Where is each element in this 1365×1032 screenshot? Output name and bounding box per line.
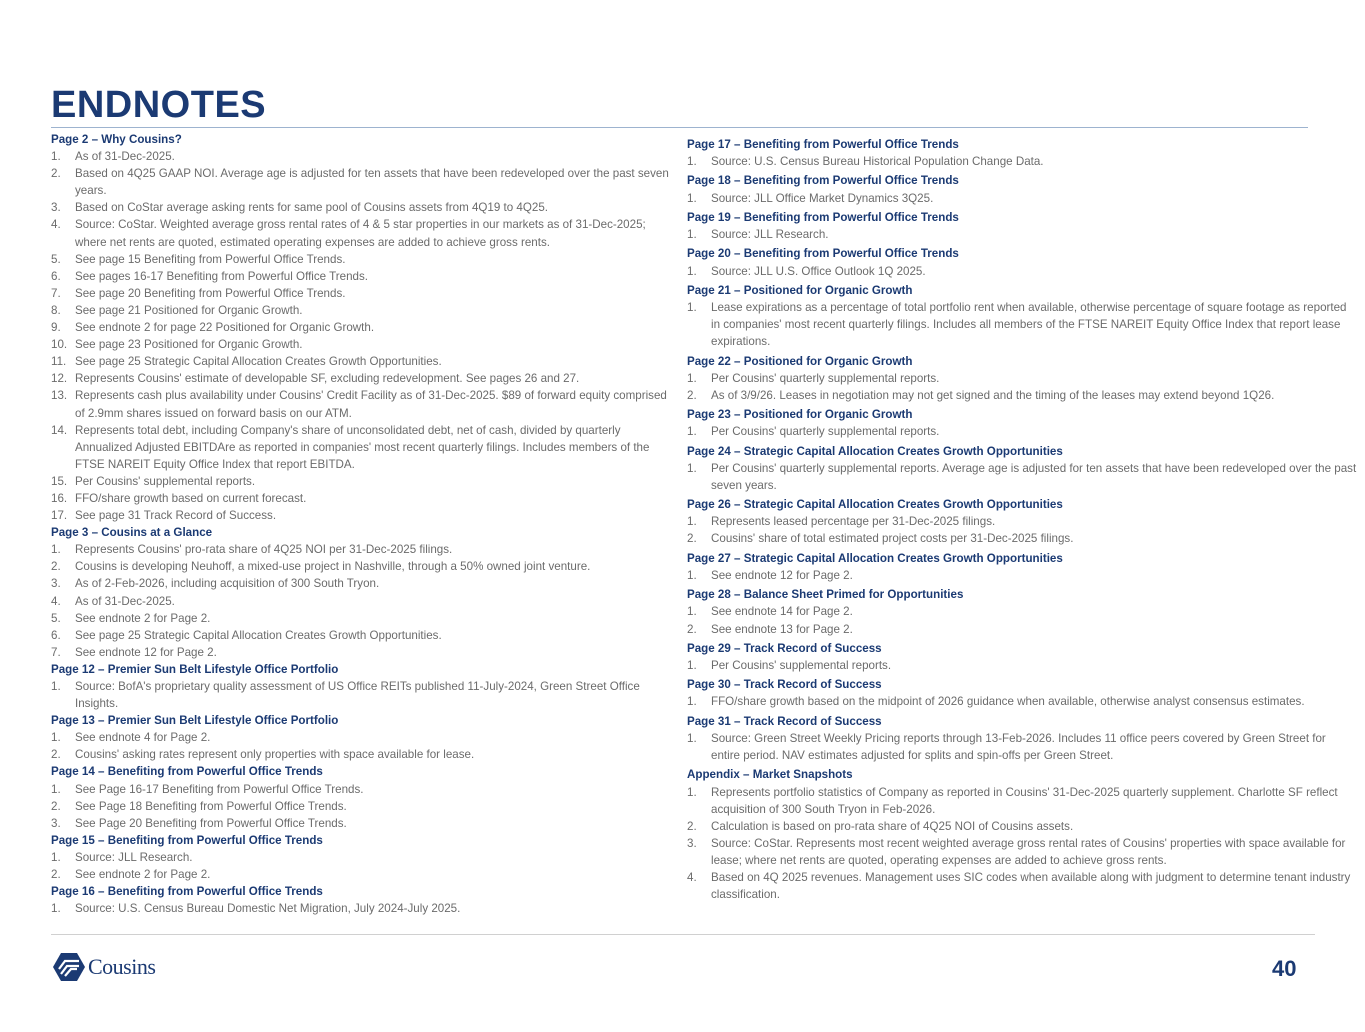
endnote-section-heading: Appendix – Market Snapshots	[687, 768, 853, 782]
endnote-item	[687, 513, 1357, 530]
endnote-item	[51, 746, 675, 763]
endnote-list	[687, 730, 1357, 764]
endnote-number: 11.	[51, 355, 67, 369]
endnote-number: 6.	[51, 269, 61, 283]
endnote-list	[687, 784, 1357, 904]
endnote-item	[687, 730, 1357, 764]
endnote-item	[51, 199, 675, 216]
endnote-list	[687, 423, 1357, 440]
endnote-list	[687, 299, 1357, 350]
endnote-section-heading: Page 24 – Strategic Capital Allocation Creates Growth Opportunities	[687, 444, 1063, 458]
endnote-section-heading: Page 26 – Strategic Capital Allocation Creates Growth Opportunities	[687, 498, 1063, 512]
endnote-section-heading: Page 28 – Balance Sheet Primed for Opportunities	[687, 588, 964, 602]
endnote-number: 2.	[687, 622, 697, 636]
endnote-number: 4.	[51, 218, 61, 232]
endnote-text: Source: CoStar. Weighted average gross rental rates of 4 & 5 star properties in our markets as of 31-Dec-2025; where net rents are quoted, estimated operating expenses are added to achieve gross rents.	[75, 218, 646, 249]
endnote-item	[51, 610, 675, 627]
endnote-text: Source: JLL U.S. Office Outlook 1Q 2025.	[711, 264, 926, 278]
endnote-text: Represents cash plus availability under Cousins' Credit Facility as of 31-Dec-2025. $89 of forward equity comprised of 2.9mm shares issued on forward basis on our ATM.	[75, 389, 667, 420]
endnote-text: See page 25 Strategic Capital Allocation Creates Growth Opportunities.	[75, 628, 442, 642]
endnote-number: 7.	[51, 645, 61, 659]
endnote-text: Cousins' asking rates represent only properties with space available for lease.	[75, 748, 475, 762]
endnote-list	[51, 148, 675, 524]
endnote-section	[51, 832, 675, 883]
endnote-text: Source: JLL Research.	[75, 850, 193, 864]
endnote-item	[687, 226, 1357, 243]
endnote-number: 1.	[51, 850, 61, 864]
endnote-text: As of 31-Dec-2025.	[75, 594, 175, 608]
endnote-number: 2.	[51, 167, 61, 181]
endnotes-left-column	[51, 131, 675, 917]
endnote-number: 2.	[51, 799, 61, 813]
endnote-text: As of 31-Dec-2025.	[75, 150, 175, 164]
endnote-item	[687, 567, 1357, 584]
endnote-number: 15.	[51, 474, 68, 488]
endnote-number: 1.	[51, 731, 61, 745]
endnote-number: 1.	[687, 731, 697, 745]
endnote-item	[51, 165, 675, 199]
endnote-number: 1.	[687, 191, 697, 205]
endnote-section	[687, 550, 1357, 584]
endnote-list	[51, 900, 675, 917]
endnote-item	[51, 319, 675, 336]
endnote-text: FFO/share growth based on the midpoint of 2026 guidance when available, otherwise analyst consensus estimates.	[711, 695, 1305, 709]
endnote-item	[51, 815, 675, 832]
endnote-section	[687, 443, 1357, 494]
endnote-number: 1.	[687, 425, 697, 439]
endnote-number: 4.	[51, 594, 61, 608]
endnote-item	[51, 148, 675, 165]
endnotes-right-column	[687, 136, 1357, 905]
endnote-number: 2.	[687, 532, 697, 546]
endnote-text: Source: JLL Office Market Dynamics 3Q25.	[711, 191, 934, 205]
endnote-number: 1.	[51, 680, 61, 693]
endnote-text: Source: U.S. Census Bureau Historical Population Change Data.	[711, 155, 1044, 169]
endnote-section-heading: Page 31 – Track Record of Success	[687, 714, 882, 728]
endnote-number: 3.	[51, 201, 61, 215]
endnote-section	[687, 713, 1357, 764]
endnote-list	[687, 153, 1357, 170]
endnote-number: 8.	[51, 303, 61, 317]
endnote-item	[51, 251, 675, 268]
endnote-section-heading: Page 23 – Positioned for Organic Growth	[687, 408, 913, 422]
endnote-item	[51, 473, 675, 490]
endnote-section	[687, 766, 1357, 903]
endnote-number: 1.	[687, 228, 697, 242]
endnote-text: Source: U.S. Census Bureau Domestic Net Migration, July 2024-July 2025.	[75, 902, 461, 916]
endnote-text: See page 20 Benefiting from Powerful Office Trends.	[75, 286, 346, 300]
endnote-number: 3.	[51, 816, 61, 830]
endnote-item	[687, 693, 1357, 710]
endnote-text: Per Cousins' quarterly supplemental reports.	[711, 425, 940, 439]
endnote-text: See Page 18 Benefiting from Powerful Office Trends.	[75, 799, 347, 813]
endnote-number: 1.	[687, 155, 697, 169]
endnote-text: See endnote 2 for Page 2.	[75, 868, 211, 882]
endnote-text: As of 3/9/26. Leases in negotiation may not get signed and the timing of the leases may extend beyond 1Q26.	[711, 388, 1275, 402]
endnote-text: See endnote 12 for Page 2.	[711, 568, 853, 582]
endnote-item	[51, 268, 675, 285]
endnote-number: 3.	[687, 836, 697, 850]
endnote-section-heading: Page 21 – Positioned for Organic Growth	[687, 283, 913, 297]
endnote-item	[51, 866, 675, 883]
endnote-list	[51, 781, 675, 832]
endnote-section	[51, 712, 675, 763]
endnote-text: Based on CoStar average asking rents for same pool of Cousins assets from 4Q19 to 4Q25.	[75, 201, 549, 215]
endnote-text: See page 15 Benefiting from Powerful Office Trends.	[75, 252, 346, 266]
endnote-text: Based on 4Q25 GAAP NOI. Average age is adjusted for ten assets that have been redeveloped over the past seven years.	[75, 167, 669, 198]
endnote-item	[687, 621, 1357, 638]
endnote-item	[51, 575, 675, 592]
endnote-number: 9.	[51, 321, 61, 335]
endnote-text: See endnote 12 for Page 2.	[75, 645, 217, 659]
endnote-number: 1.	[687, 695, 697, 709]
endnote-item	[51, 781, 675, 798]
endnote-item	[687, 603, 1357, 620]
endnote-section	[687, 172, 1357, 206]
endnote-item	[687, 869, 1357, 903]
page-title: ENDNOTES	[51, 84, 267, 126]
endnote-list	[687, 657, 1357, 674]
endnote-text: See Page 16-17 Benefiting from Powerful Office Trends.	[75, 782, 364, 796]
endnote-text: Source: Green Street Weekly Pricing reports through 13-Feb-2026. Includes 11 office peers covered by Green Street for entire period. NAV estimates adjusted for splits and spin-offs per Green Street.	[711, 731, 1326, 763]
endnote-text: Cousins is developing Neuhoff, a mixed-use project in Nashville, through a 50% owned joint venture.	[75, 560, 591, 574]
endnote-list	[687, 693, 1357, 710]
endnote-item	[51, 644, 675, 661]
endnote-text: See endnote 2 for page 22 Positioned for Organic Growth.	[75, 321, 375, 335]
endnote-text: See page 23 Positioned for Organic Growth.	[75, 338, 303, 352]
cousins-logo-mark-icon	[52, 952, 86, 982]
endnote-section-heading: Page 27 – Strategic Capital Allocation Creates Growth Opportunities	[687, 551, 1063, 565]
page-number: 40	[1272, 956, 1297, 981]
endnote-number: 1.	[687, 264, 697, 278]
endnote-item	[51, 336, 675, 353]
endnote-text: Calculation is based on pro-rata share of 4Q25 NOI of Cousins assets.	[711, 819, 1074, 833]
endnote-item	[687, 387, 1357, 404]
endnote-text: See endnote 14 for Page 2.	[711, 605, 853, 619]
endnote-section-heading: Page 2 – Why Cousins?	[51, 133, 182, 146]
endnote-item	[51, 900, 675, 917]
endnote-text: See endnote 4 for Page 2.	[75, 731, 211, 745]
endnote-item	[687, 263, 1357, 280]
endnote-text: See pages 16-17 Benefiting from Powerful Office Trends.	[75, 269, 369, 283]
endnote-section	[51, 131, 675, 524]
endnote-text: Source: JLL Research.	[711, 228, 829, 242]
endnote-item	[687, 818, 1357, 835]
endnote-text: Represents Cousins' pro-rata share of 4Q25 NOI per 31-Dec-2025 filings.	[75, 543, 453, 557]
endnote-number: 12.	[51, 372, 68, 386]
endnote-item	[51, 627, 675, 644]
endnote-number: 6.	[51, 628, 61, 642]
endnote-section-heading: Page 20 – Benefiting from Powerful Office Trends	[687, 247, 959, 261]
endnote-text: Represents portfolio statistics of Company as reported in Cousins' 31-Dec-2025 quarterly supplement. Charlotte SF reflect acquisition of 300 South Tryon in Feb-2026.	[711, 785, 1338, 816]
endnote-section-heading: Page 29 – Track Record of Success	[687, 641, 882, 655]
endnote-number: 1.	[51, 902, 61, 916]
endnote-list	[687, 460, 1357, 494]
endnote-section	[51, 763, 675, 831]
endnote-number: 1.	[687, 568, 697, 582]
endnote-number: 10.	[51, 338, 68, 352]
endnote-number: 7.	[51, 286, 61, 300]
endnote-item	[51, 541, 675, 558]
endnote-item	[51, 370, 675, 387]
endnote-number: 14.	[51, 423, 68, 437]
endnote-item	[51, 798, 675, 815]
endnote-text: Lease expirations as a percentage of total portfolio rent when available, otherwise percentage of square footage as reported in companies' most recent quarterly filings. Includes all members of the FTSE NAREIT Equity Office Index that report lease expirations.	[711, 301, 1347, 349]
endnote-section	[51, 524, 675, 661]
endnote-text: See endnote 13 for Page 2.	[711, 622, 853, 636]
endnote-list	[687, 370, 1357, 404]
endnote-number: 1.	[51, 782, 61, 796]
endnote-section-heading: Page 14 – Benefiting from Powerful Office Trends	[51, 765, 323, 779]
endnote-text: Per Cousins' quarterly supplemental reports.	[711, 371, 940, 385]
endnote-number: 3.	[51, 577, 61, 591]
endnote-section	[687, 209, 1357, 243]
endnote-number: 2.	[51, 748, 61, 762]
endnote-section-heading: Page 3 – Cousins at a Glance	[51, 526, 213, 540]
endnote-list	[51, 678, 675, 712]
endnote-text: See page 31 Track Record of Success.	[75, 509, 277, 523]
endnote-section-heading: Page 16 – Benefiting from Powerful Office Trends	[51, 885, 323, 899]
endnote-item	[51, 302, 675, 319]
endnote-number: 5.	[51, 611, 61, 625]
endnote-number: 1.	[687, 515, 697, 529]
endnote-list	[51, 729, 675, 763]
endnote-item	[51, 353, 675, 370]
endnote-number: 1.	[687, 461, 697, 475]
endnote-item	[51, 285, 675, 302]
endnote-number: 1.	[51, 150, 61, 164]
endnote-section-heading: Page 17 – Benefiting from Powerful Office Trends	[687, 138, 959, 151]
endnote-item	[51, 678, 675, 712]
endnote-number: 1.	[687, 785, 697, 799]
endnote-number: 5.	[51, 252, 61, 266]
endnote-list	[51, 541, 675, 661]
endnote-item	[51, 558, 675, 575]
endnote-text: See page 21 Positioned for Organic Growth.	[75, 303, 303, 317]
endnote-section	[687, 406, 1357, 440]
endnote-section-heading: Page 19 – Benefiting from Powerful Office Trends	[687, 210, 959, 224]
endnote-number: 1.	[687, 301, 697, 315]
endnote-section	[51, 661, 675, 712]
endnote-number: 2.	[687, 819, 697, 833]
footer-divider	[51, 934, 1315, 935]
endnote-list	[687, 603, 1357, 637]
endnote-number: 13.	[51, 389, 68, 403]
endnote-text: FFO/share growth based on current forecast.	[75, 491, 307, 505]
endnote-item	[687, 835, 1357, 869]
company-logo	[52, 952, 155, 982]
endnote-list	[687, 513, 1357, 547]
endnote-text: Represents total debt, including Company's share of unconsolidated debt, net of cash, divided by quarterly Annualized Adjusted EBITDAre as reported in companies' most recent quarterly filings. Includes members of the FTSE NAREIT Equity Office Index that report EBITDA.	[75, 423, 650, 471]
endnote-section	[687, 586, 1357, 637]
endnote-section	[687, 245, 1357, 279]
endnote-item	[687, 153, 1357, 170]
endnote-section	[51, 883, 675, 917]
endnote-text: Represents leased percentage per 31-Dec-2025 filings.	[711, 515, 996, 529]
endnote-text: Represents Cousins' estimate of developable SF, excluding redevelopment. See pages 26 and 27.	[75, 372, 580, 386]
endnote-text: See Page 20 Benefiting from Powerful Office Trends.	[75, 816, 347, 830]
endnote-text: Per Cousins' supplemental reports.	[75, 474, 256, 488]
endnote-section-heading: Page 18 – Benefiting from Powerful Office Trends	[687, 174, 959, 188]
endnote-section-heading: Page 22 – Positioned for Organic Growth	[687, 354, 913, 368]
endnote-number: 2.	[687, 388, 697, 402]
endnote-text: Source: CoStar. Represents most recent weighted average gross rental rates of Cousins' properties with space available for lease; where net rents are quoted, operating expenses are added to achieve gross rents.	[711, 836, 1346, 867]
endnote-text: As of 2-Feb-2026, including acquisition of 300 South Tryon.	[75, 577, 380, 591]
endnote-item	[687, 784, 1357, 818]
endnote-text: Source: BofA's proprietary quality assessment of US Office REITs published 11-July-2024, Green Street Office Insights.	[75, 680, 640, 711]
logo-wordmark: Cousins	[88, 954, 156, 979]
endnote-list	[687, 567, 1357, 584]
endnote-section	[687, 136, 1357, 170]
endnote-item	[51, 422, 675, 473]
endnote-section-heading: Page 13 – Premier Sun Belt Lifestyle Office Portfolio	[51, 714, 339, 728]
endnote-item	[687, 460, 1357, 494]
endnote-list	[687, 190, 1357, 207]
endnote-number: 2.	[51, 868, 61, 882]
endnote-number: 1.	[687, 658, 697, 672]
endnote-item	[51, 507, 675, 524]
endnote-list	[687, 263, 1357, 280]
endnote-section-heading: Page 30 – Track Record of Success	[687, 678, 882, 692]
endnote-number: 4.	[687, 871, 697, 884]
endnote-section	[687, 496, 1357, 547]
endnote-text: Cousins' share of total estimated project costs per 31-Dec-2025 filings.	[711, 532, 1074, 546]
endnote-item	[51, 387, 675, 421]
endnote-section	[687, 676, 1357, 710]
endnote-item	[687, 423, 1357, 440]
endnote-item	[51, 593, 675, 610]
endnote-number: 1.	[687, 371, 697, 385]
endnote-item	[51, 729, 675, 746]
endnote-number: 2.	[51, 560, 61, 574]
endnote-number: 1.	[687, 605, 697, 619]
endnote-item	[687, 370, 1357, 387]
endnote-item	[687, 190, 1357, 207]
endnote-text: See page 25 Strategic Capital Allocation Creates Growth Opportunities.	[75, 355, 442, 369]
endnote-section-heading: Page 12 – Premier Sun Belt Lifestyle Office Portfolio	[51, 662, 339, 676]
endnote-list	[51, 849, 675, 883]
endnote-section	[687, 640, 1357, 674]
endnote-section-heading: Page 15 – Benefiting from Powerful Office Trends	[51, 833, 323, 847]
endnote-number: 17.	[51, 509, 68, 523]
endnote-text: Based on 4Q 2025 revenues. Management uses SIC codes when available along with judgment to determine tenant industry classification.	[711, 871, 1351, 902]
endnote-item	[687, 657, 1357, 674]
endnote-number: 1.	[51, 543, 61, 557]
endnote-list	[687, 226, 1357, 243]
endnote-item	[51, 849, 675, 866]
title-divider	[51, 127, 1308, 128]
endnote-item	[687, 530, 1357, 547]
endnote-text: See endnote 2 for Page 2.	[75, 611, 211, 625]
endnote-text: Per Cousins' quarterly supplemental reports. Average age is adjusted for ten assets that have been redeveloped over the past seven years.	[711, 461, 1357, 492]
endnote-number: 16.	[51, 491, 68, 505]
endnote-item	[687, 299, 1357, 350]
endnote-section	[687, 353, 1357, 404]
endnote-item	[51, 490, 675, 507]
endnote-item	[51, 216, 675, 250]
endnote-text: Per Cousins' supplemental reports.	[711, 658, 892, 672]
endnote-section	[687, 282, 1357, 350]
